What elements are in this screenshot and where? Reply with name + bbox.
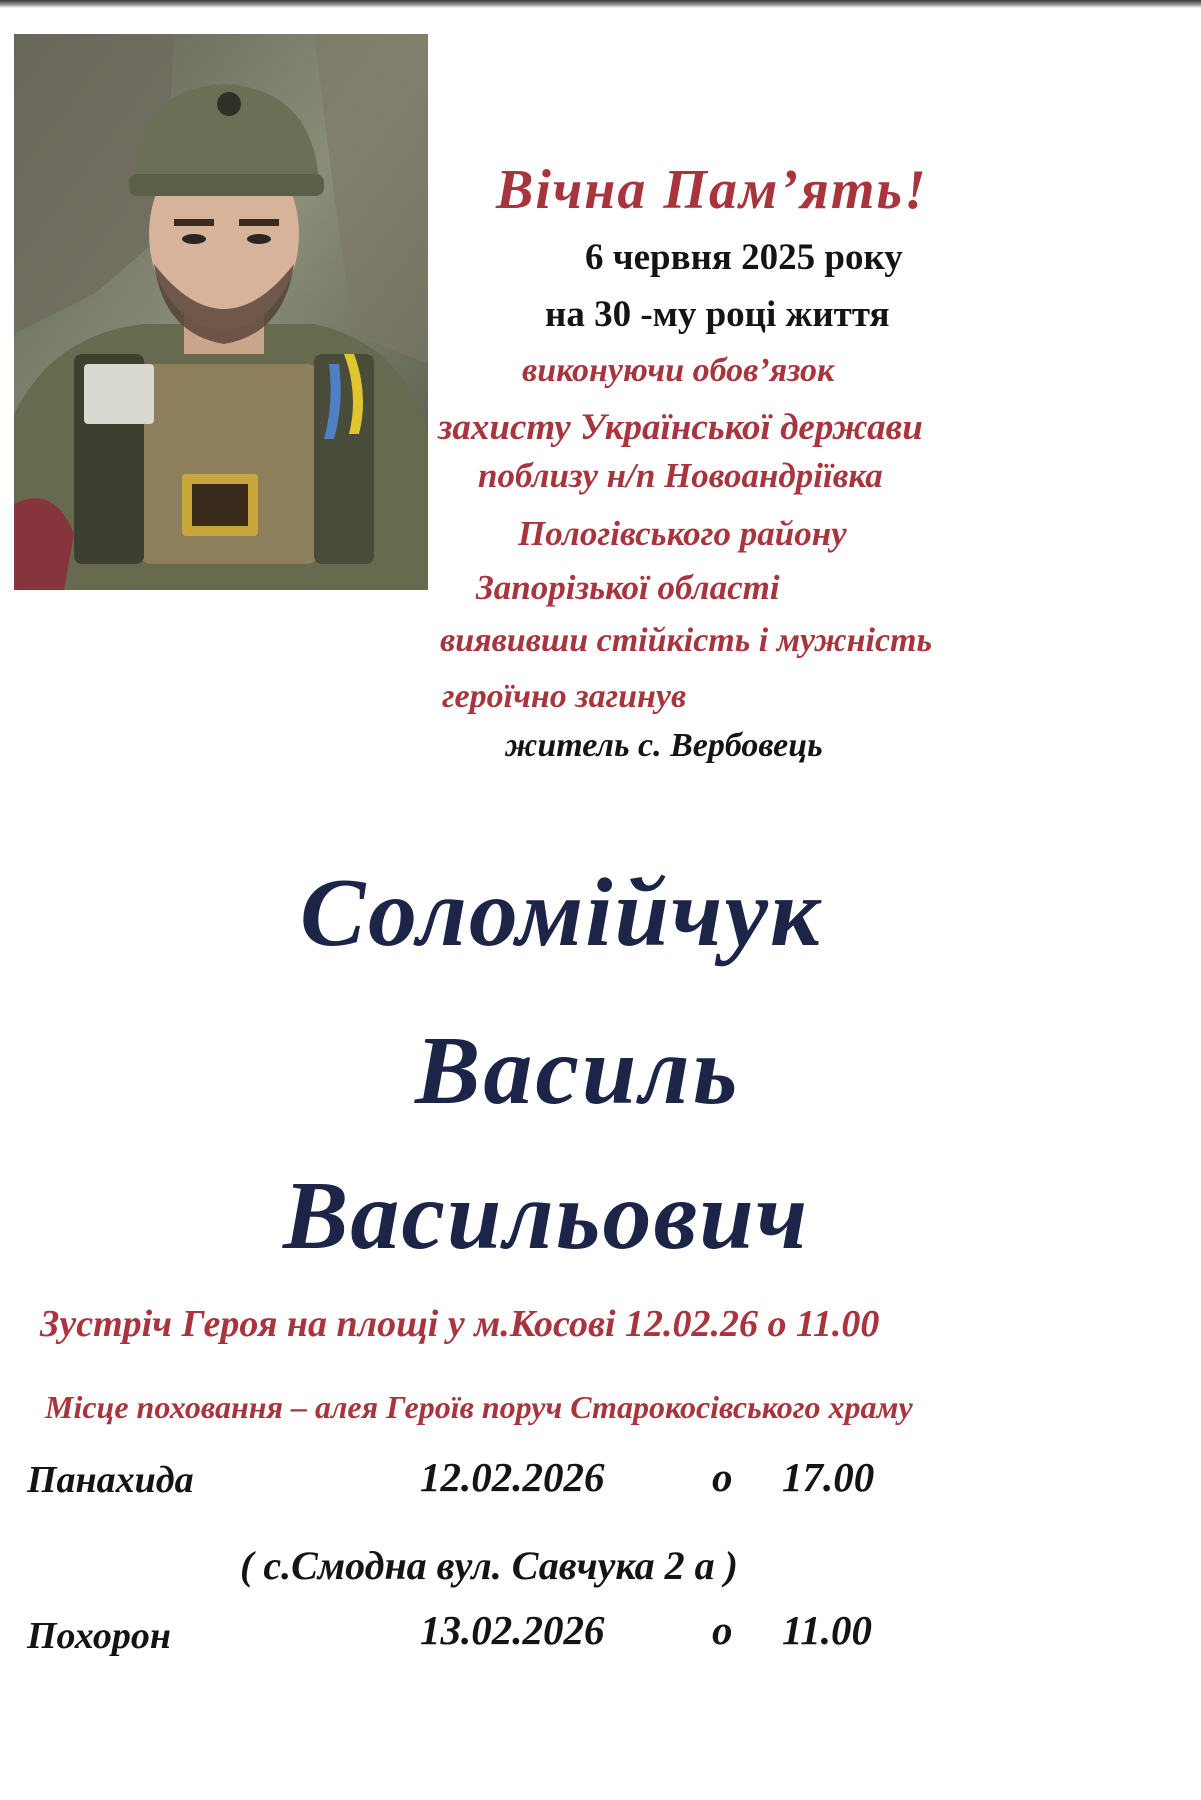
heading: Вічна Пам’ять! [496, 159, 928, 221]
meeting-notice: Зустріч Героя на площі у м.Косові 12.02.26 о 11.00 [40, 1303, 880, 1345]
event-date-funeral: 13.02.2026 [420, 1607, 605, 1653]
event-time-funeral: 11.00 [782, 1607, 872, 1653]
intro-line-duty: виконуючи обов’язок [522, 352, 835, 389]
event-at-memorial: о [712, 1454, 733, 1500]
name-surname: Соломійчук [300, 859, 822, 967]
memorial-address: ( с.Смодна вул. Савчука 2 а ) [240, 1543, 738, 1588]
intro-line-date: 6 червня 2025 року [585, 237, 903, 278]
intro-line-age: на 30 -му році життя [545, 294, 890, 335]
name-first: Василь [415, 1017, 741, 1125]
burial-place: Місце поховання – алея Героїв поруч Старокосівського храму [45, 1389, 913, 1425]
event-label-memorial: Панахида [27, 1459, 194, 1501]
intro-line-region: Запорізької області [476, 568, 780, 607]
intro-line-courage: виявивши стійкість і мужність [440, 622, 933, 659]
event-label-funeral: Похорон [27, 1615, 171, 1657]
intro-line-defense: захисту Української держави [438, 407, 923, 448]
name-patronymic: Васильович [283, 1162, 810, 1270]
intro-line-resident: житель с. Вербовець [505, 727, 823, 764]
scan-top-edge [0, 0, 1201, 8]
event-at-funeral: о [712, 1607, 733, 1653]
event-time-memorial: 17.00 [782, 1454, 875, 1500]
intro-line-died: героїчно загинув [442, 678, 687, 715]
portrait-photo [14, 34, 428, 590]
event-date-memorial: 12.02.2026 [420, 1454, 605, 1500]
intro-line-district: Пологівського району [518, 514, 847, 553]
intro-line-locality: поблизу н/п Новоандріївка [478, 456, 883, 495]
